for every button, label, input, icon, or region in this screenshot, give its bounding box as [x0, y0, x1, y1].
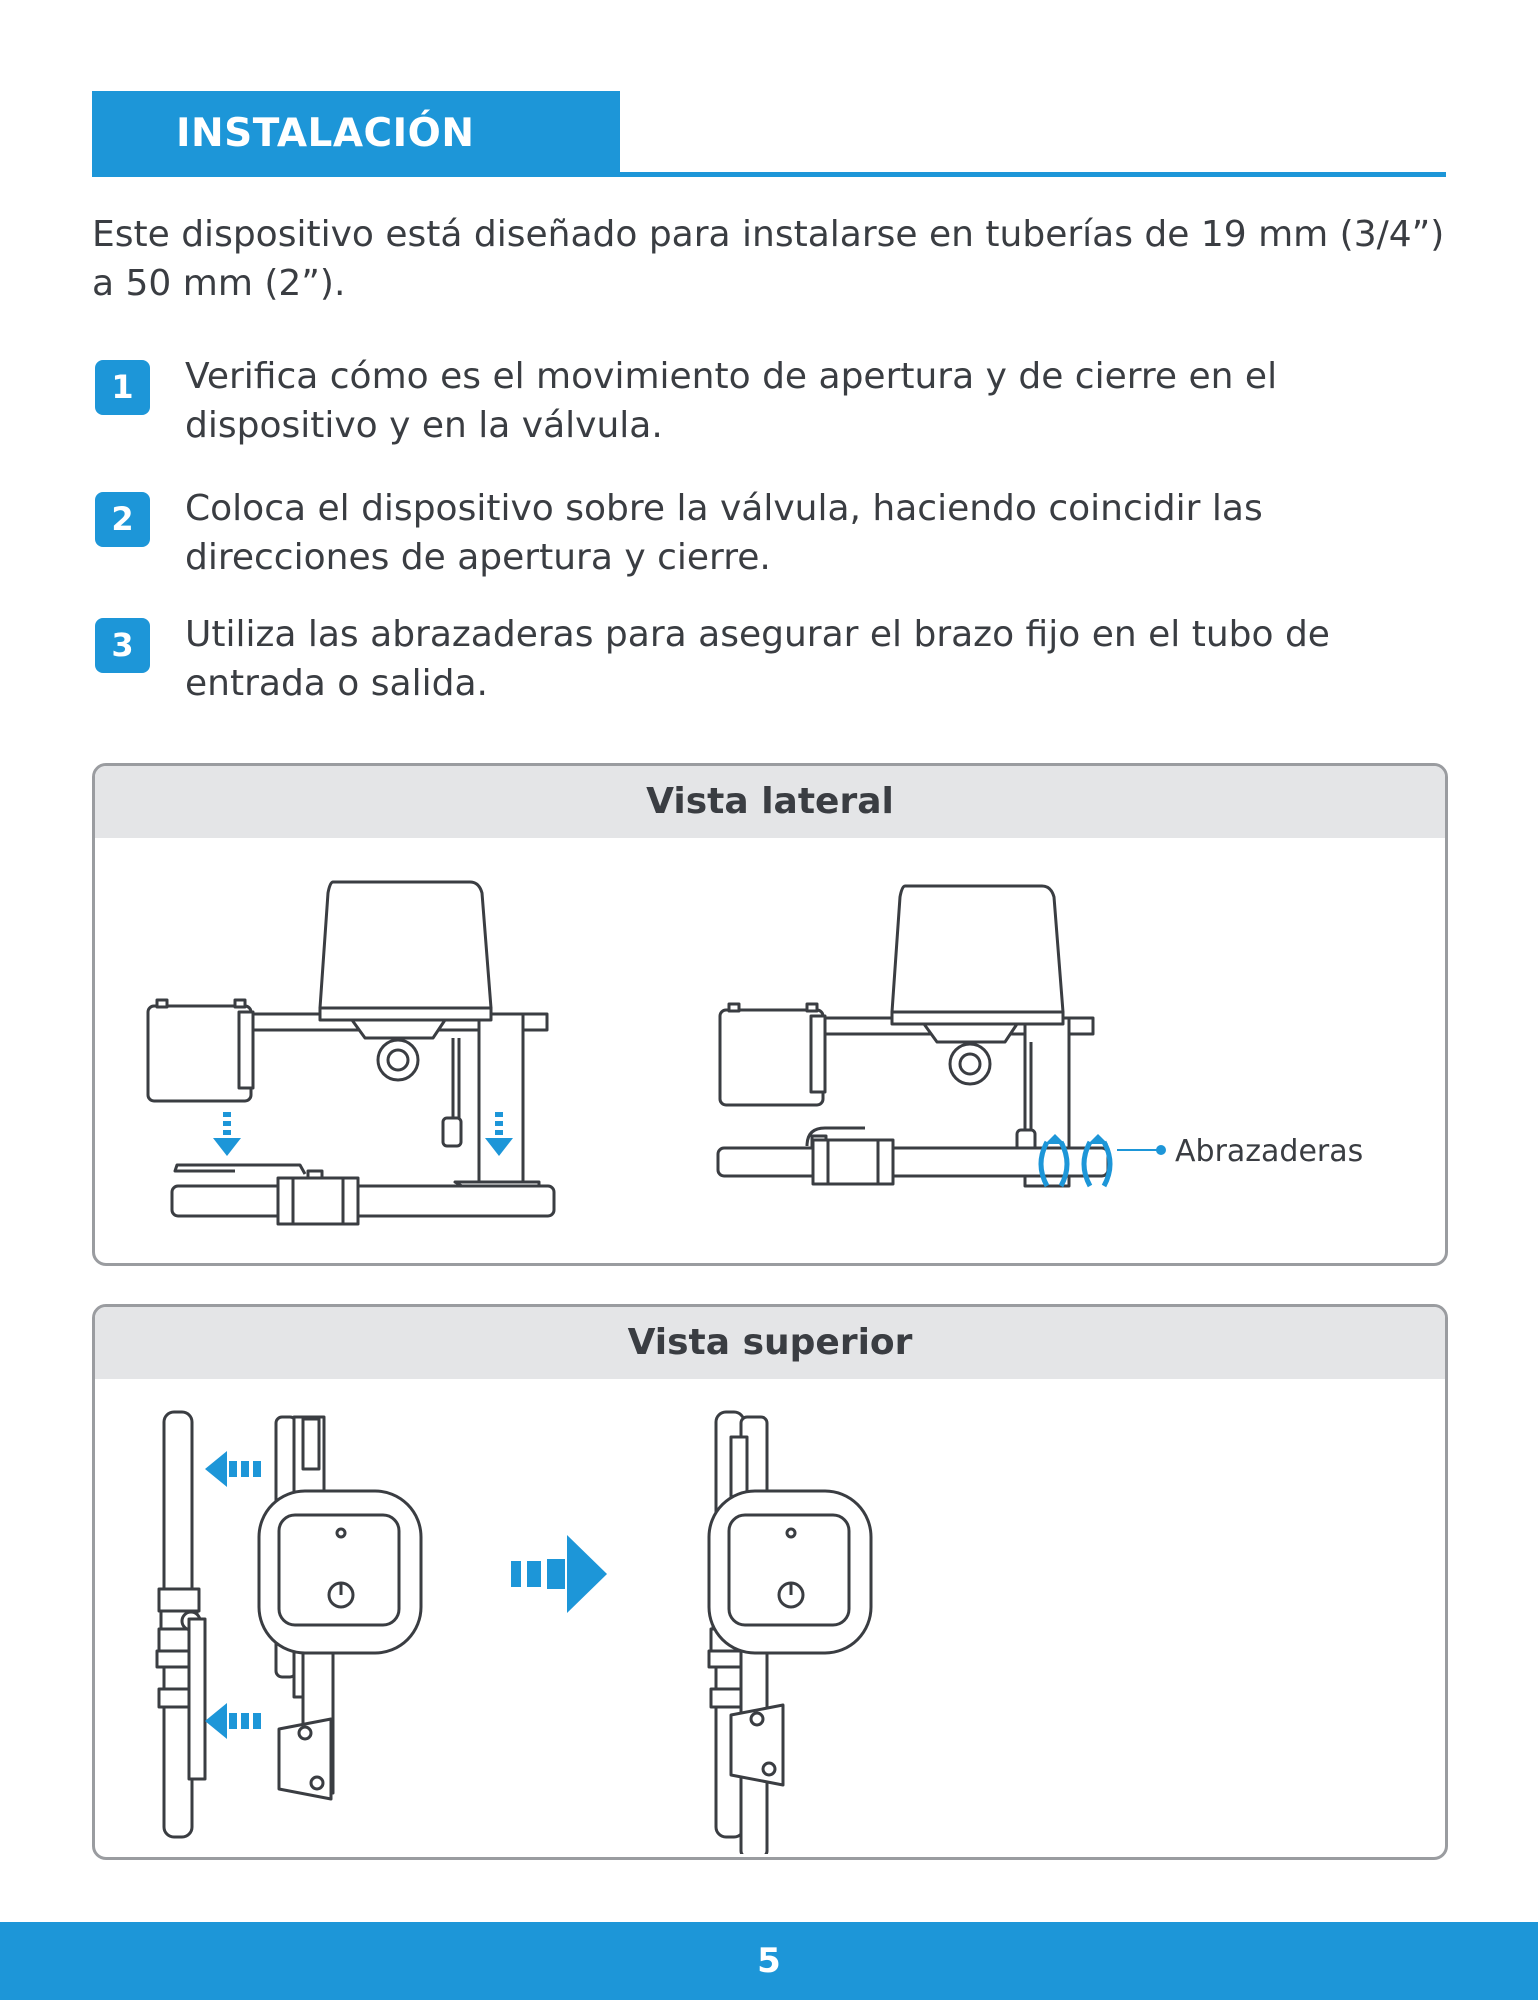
next-step-arrow-icon [511, 1535, 607, 1613]
step-text: Utiliza las abrazaderas para asegurar el brazo fijo en el tubo de entrada o salida. [185, 614, 1330, 704]
side-view-illustration [95, 838, 1445, 1260]
clamps-callout-label: Abrazaderas [1175, 1134, 1364, 1169]
device-before-illustration [148, 882, 554, 1224]
top-view-panel [92, 1304, 1448, 1860]
step-text: Coloca el dispositivo sobre la válvula, haciendo coincidir las direcciones de apertura y cierre. [185, 488, 1263, 578]
intro-paragraph: Este dispositivo está diseñado para instalarse en tuberías de 19 mm (3/4”) a 50 mm (2”). [92, 214, 1445, 304]
section-title: INSTALACIÓN [92, 91, 620, 177]
top-view-after-illustration [709, 1412, 871, 1854]
step-1 [92, 352, 1452, 450]
side-view-panel [92, 763, 1448, 1266]
top-view-title: Vista superior [95, 1307, 1445, 1379]
top-view-illustration [95, 1379, 1445, 1854]
top-view-before-illustration [157, 1412, 421, 1837]
step-2 [92, 484, 1452, 582]
step-number-badge: 1 [95, 360, 150, 415]
step-text: Verifica cómo es el movimiento de apertura y de cierre en el dispositivo y en la válvula. [185, 356, 1278, 446]
side-view-title: Vista lateral [95, 766, 1445, 838]
move-left-arrows [205, 1451, 261, 1739]
placement-arrows [213, 1112, 513, 1156]
section-rule [92, 172, 1446, 177]
step-3 [92, 610, 1452, 708]
page-number: 5 [0, 1922, 1538, 2000]
step-number-badge: 2 [95, 492, 150, 547]
step-number-badge: 3 [95, 618, 150, 673]
